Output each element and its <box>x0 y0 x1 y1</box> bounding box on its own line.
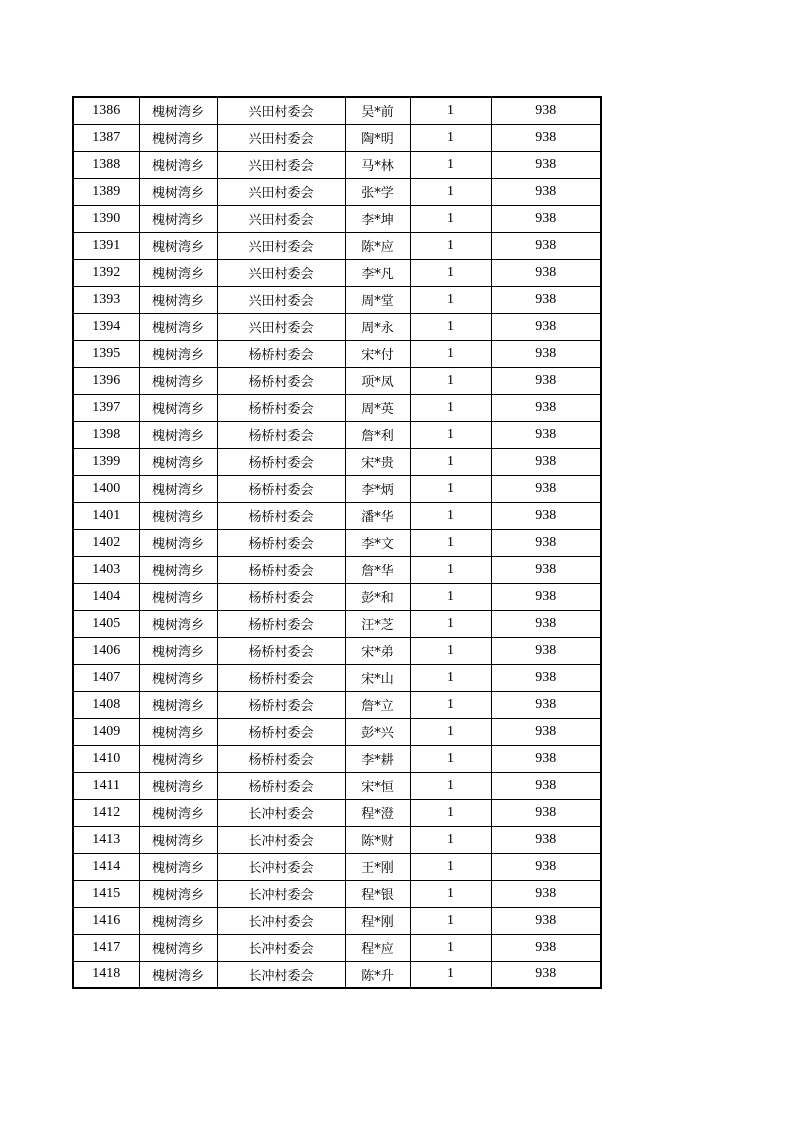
cell-index: 1417 <box>73 934 139 961</box>
cell-village: 长冲村委会 <box>217 907 345 934</box>
cell-amount: 938 <box>491 961 601 988</box>
cell-township: 槐树湾乡 <box>139 880 217 907</box>
table-row <box>73 232 601 259</box>
cell-count: 1 <box>410 97 491 124</box>
cell-index: 1405 <box>73 610 139 637</box>
cell-name: 彭*和 <box>345 583 410 610</box>
cell-township: 槐树湾乡 <box>139 502 217 529</box>
cell-count: 1 <box>410 367 491 394</box>
table-row <box>73 340 601 367</box>
cell-amount: 938 <box>491 664 601 691</box>
cell-township: 槐树湾乡 <box>139 610 217 637</box>
cell-township: 槐树湾乡 <box>139 961 217 988</box>
cell-index: 1411 <box>73 772 139 799</box>
cell-township: 槐树湾乡 <box>139 178 217 205</box>
cell-village: 兴田村委会 <box>217 313 345 340</box>
cell-township: 槐树湾乡 <box>139 637 217 664</box>
cell-name: 周*堂 <box>345 286 410 313</box>
table-row <box>73 691 601 718</box>
table-row <box>73 259 601 286</box>
cell-name: 李*凡 <box>345 259 410 286</box>
cell-township: 槐树湾乡 <box>139 421 217 448</box>
cell-village: 杨桥村委会 <box>217 448 345 475</box>
cell-amount: 938 <box>491 232 601 259</box>
cell-count: 1 <box>410 286 491 313</box>
cell-name: 陈*应 <box>345 232 410 259</box>
cell-index: 1397 <box>73 394 139 421</box>
cell-village: 杨桥村委会 <box>217 610 345 637</box>
cell-village: 兴田村委会 <box>217 97 345 124</box>
cell-name: 宋*弟 <box>345 637 410 664</box>
cell-name: 周*英 <box>345 394 410 421</box>
cell-name: 彭*兴 <box>345 718 410 745</box>
cell-count: 1 <box>410 556 491 583</box>
cell-name: 汪*芝 <box>345 610 410 637</box>
cell-township: 槐树湾乡 <box>139 394 217 421</box>
cell-township: 槐树湾乡 <box>139 853 217 880</box>
cell-township: 槐树湾乡 <box>139 124 217 151</box>
cell-village: 杨桥村委会 <box>217 394 345 421</box>
cell-name: 宋*贵 <box>345 448 410 475</box>
table-row <box>73 313 601 340</box>
cell-index: 1404 <box>73 583 139 610</box>
cell-index: 1398 <box>73 421 139 448</box>
cell-amount: 938 <box>491 556 601 583</box>
cell-village: 兴田村委会 <box>217 124 345 151</box>
cell-village: 杨桥村委会 <box>217 475 345 502</box>
roster-table-body <box>73 97 601 988</box>
cell-village: 长冲村委会 <box>217 799 345 826</box>
cell-index: 1413 <box>73 826 139 853</box>
cell-township: 槐树湾乡 <box>139 475 217 502</box>
cell-amount: 938 <box>491 124 601 151</box>
cell-township: 槐树湾乡 <box>139 826 217 853</box>
table-row <box>73 475 601 502</box>
cell-count: 1 <box>410 664 491 691</box>
cell-name: 周*永 <box>345 313 410 340</box>
cell-amount: 938 <box>491 583 601 610</box>
cell-count: 1 <box>410 502 491 529</box>
cell-name: 宋*山 <box>345 664 410 691</box>
cell-village: 杨桥村委会 <box>217 367 345 394</box>
cell-index: 1407 <box>73 664 139 691</box>
cell-amount: 938 <box>491 718 601 745</box>
cell-name: 马*林 <box>345 151 410 178</box>
cell-amount: 938 <box>491 853 601 880</box>
cell-name: 宋*付 <box>345 340 410 367</box>
cell-name: 王*刚 <box>345 853 410 880</box>
cell-name: 陶*明 <box>345 124 410 151</box>
table-row <box>73 502 601 529</box>
cell-village: 兴田村委会 <box>217 259 345 286</box>
cell-name: 程*银 <box>345 880 410 907</box>
cell-count: 1 <box>410 583 491 610</box>
cell-count: 1 <box>410 232 491 259</box>
cell-name: 李*耕 <box>345 745 410 772</box>
table-row <box>73 664 601 691</box>
cell-index: 1389 <box>73 178 139 205</box>
cell-village: 杨桥村委会 <box>217 718 345 745</box>
cell-index: 1414 <box>73 853 139 880</box>
cell-index: 1416 <box>73 907 139 934</box>
cell-township: 槐树湾乡 <box>139 583 217 610</box>
cell-amount: 938 <box>491 394 601 421</box>
cell-amount: 938 <box>491 448 601 475</box>
cell-count: 1 <box>410 448 491 475</box>
cell-amount: 938 <box>491 637 601 664</box>
cell-township: 槐树湾乡 <box>139 367 217 394</box>
cell-township: 槐树湾乡 <box>139 556 217 583</box>
cell-township: 槐树湾乡 <box>139 529 217 556</box>
cell-amount: 938 <box>491 880 601 907</box>
cell-count: 1 <box>410 205 491 232</box>
cell-village: 杨桥村委会 <box>217 340 345 367</box>
table-row <box>73 799 601 826</box>
cell-township: 槐树湾乡 <box>139 151 217 178</box>
cell-count: 1 <box>410 610 491 637</box>
cell-name: 陈*升 <box>345 961 410 988</box>
cell-name: 吴*前 <box>345 97 410 124</box>
table-row <box>73 448 601 475</box>
cell-count: 1 <box>410 853 491 880</box>
cell-township: 槐树湾乡 <box>139 286 217 313</box>
cell-index: 1388 <box>73 151 139 178</box>
cell-name: 詹*立 <box>345 691 410 718</box>
cell-amount: 938 <box>491 367 601 394</box>
cell-amount: 938 <box>491 340 601 367</box>
cell-index: 1401 <box>73 502 139 529</box>
cell-count: 1 <box>410 691 491 718</box>
cell-village: 杨桥村委会 <box>217 637 345 664</box>
cell-name: 詹*华 <box>345 556 410 583</box>
cell-village: 杨桥村委会 <box>217 745 345 772</box>
cell-count: 1 <box>410 340 491 367</box>
cell-amount: 938 <box>491 313 601 340</box>
cell-township: 槐树湾乡 <box>139 205 217 232</box>
cell-amount: 938 <box>491 529 601 556</box>
cell-amount: 938 <box>491 826 601 853</box>
cell-amount: 938 <box>491 151 601 178</box>
cell-index: 1403 <box>73 556 139 583</box>
cell-name: 李*炳 <box>345 475 410 502</box>
cell-township: 槐树湾乡 <box>139 448 217 475</box>
cell-count: 1 <box>410 799 491 826</box>
cell-count: 1 <box>410 637 491 664</box>
cell-count: 1 <box>410 745 491 772</box>
cell-township: 槐树湾乡 <box>139 799 217 826</box>
table-row <box>73 178 601 205</box>
cell-index: 1412 <box>73 799 139 826</box>
table-row <box>73 718 601 745</box>
table-row <box>73 556 601 583</box>
cell-count: 1 <box>410 394 491 421</box>
cell-amount: 938 <box>491 475 601 502</box>
table-row <box>73 529 601 556</box>
cell-village: 杨桥村委会 <box>217 556 345 583</box>
cell-name: 陈*财 <box>345 826 410 853</box>
cell-village: 长冲村委会 <box>217 853 345 880</box>
cell-township: 槐树湾乡 <box>139 259 217 286</box>
table-row <box>73 205 601 232</box>
cell-name: 李*文 <box>345 529 410 556</box>
cell-amount: 938 <box>491 907 601 934</box>
cell-amount: 938 <box>491 97 601 124</box>
table-row <box>73 637 601 664</box>
cell-township: 槐树湾乡 <box>139 934 217 961</box>
table-row <box>73 934 601 961</box>
cell-name: 程*澄 <box>345 799 410 826</box>
cell-index: 1395 <box>73 340 139 367</box>
cell-name: 宋*恒 <box>345 772 410 799</box>
cell-township: 槐树湾乡 <box>139 718 217 745</box>
cell-amount: 938 <box>491 772 601 799</box>
cell-village: 兴田村委会 <box>217 286 345 313</box>
cell-village: 长冲村委会 <box>217 961 345 988</box>
cell-index: 1392 <box>73 259 139 286</box>
cell-township: 槐树湾乡 <box>139 313 217 340</box>
cell-amount: 938 <box>491 610 601 637</box>
cell-count: 1 <box>410 880 491 907</box>
cell-index: 1418 <box>73 961 139 988</box>
cell-township: 槐树湾乡 <box>139 664 217 691</box>
cell-amount: 938 <box>491 745 601 772</box>
table-row <box>73 745 601 772</box>
cell-index: 1402 <box>73 529 139 556</box>
table-row <box>73 286 601 313</box>
table-row <box>73 97 601 124</box>
cell-index: 1400 <box>73 475 139 502</box>
cell-village: 长冲村委会 <box>217 826 345 853</box>
cell-name: 程*应 <box>345 934 410 961</box>
cell-count: 1 <box>410 826 491 853</box>
cell-count: 1 <box>410 961 491 988</box>
cell-name: 程*刚 <box>345 907 410 934</box>
cell-amount: 938 <box>491 502 601 529</box>
cell-name: 詹*利 <box>345 421 410 448</box>
cell-township: 槐树湾乡 <box>139 691 217 718</box>
cell-name: 张*学 <box>345 178 410 205</box>
cell-village: 杨桥村委会 <box>217 583 345 610</box>
table-row <box>73 367 601 394</box>
cell-township: 槐树湾乡 <box>139 907 217 934</box>
cell-index: 1386 <box>73 97 139 124</box>
cell-village: 兴田村委会 <box>217 151 345 178</box>
cell-village: 杨桥村委会 <box>217 772 345 799</box>
cell-village: 杨桥村委会 <box>217 529 345 556</box>
cell-village: 长冲村委会 <box>217 880 345 907</box>
cell-village: 兴田村委会 <box>217 178 345 205</box>
cell-amount: 938 <box>491 178 601 205</box>
cell-count: 1 <box>410 907 491 934</box>
cell-count: 1 <box>410 475 491 502</box>
cell-village: 兴田村委会 <box>217 205 345 232</box>
cell-amount: 938 <box>491 205 601 232</box>
cell-township: 槐树湾乡 <box>139 97 217 124</box>
cell-count: 1 <box>410 151 491 178</box>
cell-index: 1396 <box>73 367 139 394</box>
cell-name: 李*坤 <box>345 205 410 232</box>
table-row <box>73 961 601 988</box>
cell-village: 长冲村委会 <box>217 934 345 961</box>
cell-count: 1 <box>410 934 491 961</box>
cell-count: 1 <box>410 313 491 340</box>
cell-index: 1409 <box>73 718 139 745</box>
cell-amount: 938 <box>491 421 601 448</box>
cell-index: 1415 <box>73 880 139 907</box>
cell-index: 1406 <box>73 637 139 664</box>
cell-township: 槐树湾乡 <box>139 772 217 799</box>
cell-amount: 938 <box>491 799 601 826</box>
cell-amount: 938 <box>491 259 601 286</box>
cell-index: 1410 <box>73 745 139 772</box>
table-row <box>73 853 601 880</box>
table-row <box>73 610 601 637</box>
cell-village: 杨桥村委会 <box>217 502 345 529</box>
table-row <box>73 583 601 610</box>
cell-count: 1 <box>410 772 491 799</box>
table-row <box>73 124 601 151</box>
cell-index: 1387 <box>73 124 139 151</box>
cell-count: 1 <box>410 124 491 151</box>
cell-index: 1399 <box>73 448 139 475</box>
table-row <box>73 421 601 448</box>
table-row <box>73 151 601 178</box>
table-row <box>73 772 601 799</box>
cell-index: 1393 <box>73 286 139 313</box>
cell-amount: 938 <box>491 934 601 961</box>
cell-count: 1 <box>410 421 491 448</box>
table-row <box>73 826 601 853</box>
table-row <box>73 907 601 934</box>
cell-count: 1 <box>410 178 491 205</box>
cell-village: 杨桥村委会 <box>217 691 345 718</box>
cell-village: 杨桥村委会 <box>217 421 345 448</box>
cell-count: 1 <box>410 259 491 286</box>
cell-village: 杨桥村委会 <box>217 664 345 691</box>
cell-township: 槐树湾乡 <box>139 340 217 367</box>
cell-township: 槐树湾乡 <box>139 232 217 259</box>
cell-count: 1 <box>410 718 491 745</box>
cell-amount: 938 <box>491 286 601 313</box>
table-row <box>73 880 601 907</box>
cell-township: 槐树湾乡 <box>139 745 217 772</box>
cell-amount: 938 <box>491 691 601 718</box>
cell-village: 兴田村委会 <box>217 232 345 259</box>
cell-index: 1391 <box>73 232 139 259</box>
cell-name: 潘*华 <box>345 502 410 529</box>
roster-table <box>72 96 602 989</box>
cell-index: 1408 <box>73 691 139 718</box>
table-row <box>73 394 601 421</box>
cell-index: 1394 <box>73 313 139 340</box>
cell-count: 1 <box>410 529 491 556</box>
cell-index: 1390 <box>73 205 139 232</box>
cell-name: 项*凤 <box>345 367 410 394</box>
